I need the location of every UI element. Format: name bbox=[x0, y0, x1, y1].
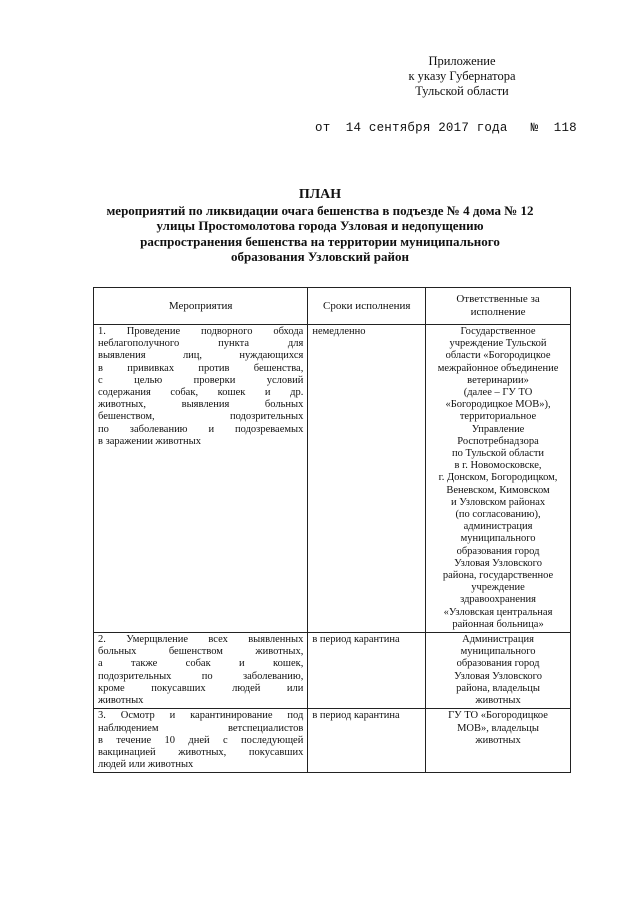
responsible-line: района, владельцы bbox=[456, 682, 540, 694]
responsible-line: здравоохранения bbox=[460, 594, 536, 606]
appendix-line: к указу Губернатора bbox=[408, 69, 516, 83]
title-line: улицы Простомолотова города Узловая и недопущению bbox=[156, 218, 484, 233]
table-row bbox=[94, 325, 571, 633]
cell-responsible bbox=[426, 325, 571, 633]
header-responsible-line: исполнение bbox=[470, 306, 526, 318]
responsible-line: области «Богородицкое bbox=[445, 350, 551, 362]
cell-deadline: в период карантина bbox=[308, 709, 426, 773]
measure-line: кроме покусавших людей или bbox=[98, 682, 304, 694]
cell-responsible bbox=[426, 709, 571, 773]
responsible-line: животных bbox=[475, 734, 521, 746]
appendix-block bbox=[382, 54, 542, 99]
responsible-line: учреждение bbox=[471, 582, 525, 594]
responsible-line: района, государственное bbox=[442, 570, 554, 582]
title-line: образования Узловский район bbox=[231, 249, 409, 264]
responsible-line: Роспотребнадзора bbox=[457, 435, 539, 447]
table-row bbox=[94, 633, 571, 709]
responsible-line: муниципального bbox=[460, 646, 536, 658]
responsible-line: ГУ ТО «Богородицкое bbox=[448, 710, 548, 722]
table-header-row bbox=[94, 288, 571, 325]
header-responsible-line: Ответственные за bbox=[456, 293, 540, 305]
cell-measure bbox=[94, 633, 308, 709]
appendix-line: Приложение bbox=[428, 54, 496, 68]
cell-deadline: в период карантина bbox=[308, 633, 426, 709]
measure-line: в течение 10 дней с последующей bbox=[98, 734, 304, 746]
order-date-number: от 14 сентября 2017 года № 118 bbox=[315, 121, 577, 135]
measure-line: 3. Осмотр и карантинирование под bbox=[98, 710, 304, 722]
measure-line: наблюдением ветспециалистов bbox=[98, 722, 304, 734]
responsible-line: Государственное bbox=[460, 326, 536, 337]
responsible-line: районная больница» bbox=[452, 618, 544, 630]
title-line: мероприятий по ликвидации очага бешенства в подъезде № 4 дома № 12 bbox=[106, 202, 534, 218]
measure-line: неблагополучного пункта для bbox=[98, 338, 304, 350]
responsible-line: муниципального bbox=[460, 533, 536, 545]
responsible-line: учреждение Тульской bbox=[449, 338, 547, 350]
responsible-line: Узловая Узловского bbox=[454, 557, 542, 569]
measure-line: животных, выявления больных bbox=[98, 399, 304, 411]
measure-line: 1. Проведение подворного обхода bbox=[98, 326, 304, 337]
cell-deadline: немедленно bbox=[308, 325, 426, 633]
measure-line: бешенством, подозрительных bbox=[98, 411, 304, 423]
cell-measure bbox=[94, 325, 308, 633]
measure-line: в заражении животных bbox=[98, 435, 201, 447]
measure-line: подозрительных по заболеванию, bbox=[98, 670, 304, 682]
measure-line: животных bbox=[98, 695, 144, 707]
responsible-line: животных bbox=[475, 695, 521, 707]
responsible-line: по Тульской области bbox=[452, 448, 545, 460]
responsible-line: в г. Новомосковске, bbox=[454, 460, 542, 472]
measure-line: по заболеванию и подозреваемых bbox=[98, 423, 304, 435]
responsible-line: и Узловском районах bbox=[450, 496, 546, 508]
responsible-line: «Богородицкое МОВ»), bbox=[445, 399, 551, 411]
measure-line: больных бешенством животных, bbox=[98, 646, 304, 658]
measure-line: вакцинацией животных, покусавших bbox=[98, 746, 304, 758]
responsible-line: Администрация bbox=[462, 634, 534, 646]
responsible-line: администрация bbox=[463, 521, 533, 533]
responsible-line: ветеринарии» bbox=[467, 374, 529, 386]
document-title bbox=[60, 187, 580, 265]
measure-line: содержания собак, кошек и др. bbox=[98, 387, 304, 399]
plan-table bbox=[93, 287, 571, 773]
table-row bbox=[94, 709, 571, 773]
measure-line: а также собак и кошек, bbox=[98, 658, 304, 670]
cell-measure bbox=[94, 709, 308, 773]
cell-responsible bbox=[426, 633, 571, 709]
responsible-line: Веневском, Кимовском bbox=[446, 484, 550, 496]
responsible-line: (далее – ГУ ТО bbox=[463, 387, 533, 399]
measure-line: 2. Умерщвление всех выявленных bbox=[98, 634, 304, 646]
measure-line: в прививках против бешенства, bbox=[98, 362, 304, 374]
responsible-line: МОВ», владельцы bbox=[457, 722, 539, 734]
measure-line: с целью проверки условий bbox=[98, 374, 304, 386]
measure-line: людей или животных bbox=[98, 759, 194, 771]
responsible-line: образования город bbox=[456, 658, 540, 670]
responsible-line: Узловая Узловского bbox=[454, 670, 542, 682]
measure-line: выявления лиц, нуждающихся bbox=[98, 350, 304, 362]
responsible-line: «Узловская центральная bbox=[443, 606, 553, 618]
responsible-line: межрайонное объединение bbox=[437, 362, 559, 374]
appendix-line: Тульской области bbox=[415, 84, 509, 98]
header-measures: Мероприятия bbox=[94, 288, 308, 325]
title-heading: ПЛАН bbox=[298, 187, 342, 202]
responsible-line: образования город bbox=[456, 545, 540, 557]
responsible-line: г. Донском, Богородицком, bbox=[438, 472, 558, 484]
title-line: распространения бешенства на территории муниципального bbox=[140, 233, 500, 249]
responsible-line: (по согласованию), bbox=[455, 509, 541, 521]
responsible-line: Управление bbox=[471, 423, 525, 435]
responsible-line: территориальное bbox=[459, 411, 537, 423]
header-responsible bbox=[426, 288, 571, 325]
header-deadline: Сроки исполнения bbox=[308, 288, 426, 325]
